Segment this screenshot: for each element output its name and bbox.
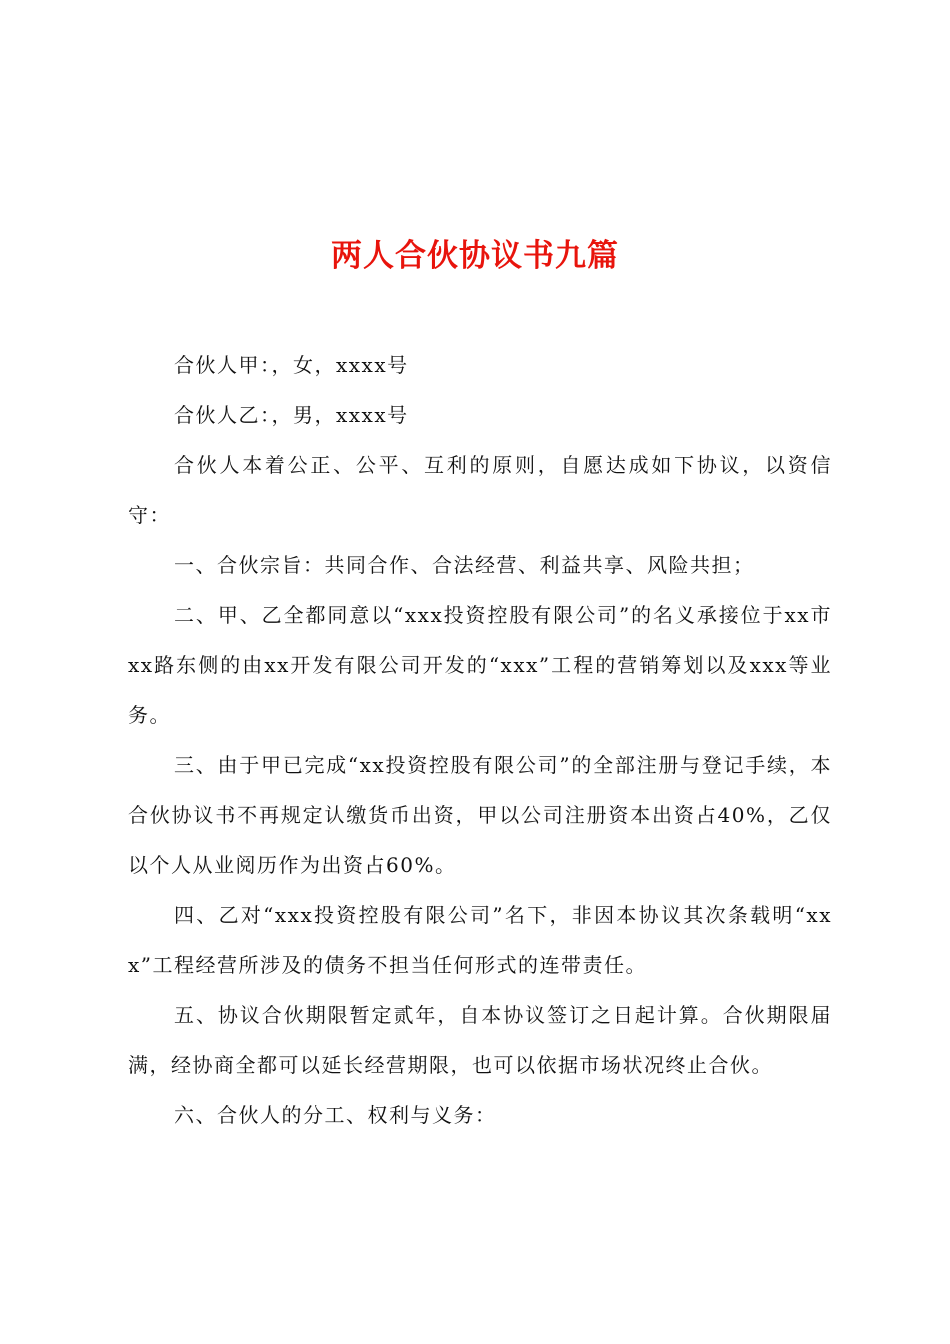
paragraph-clause-2: 二、甲、乙全都同意以“xxx投资控股有限公司”的名义承接位于xx市xx路东侧的由xx开发有限公司开发的“xxx”工程的营销筹划以及xxx等业务。 xyxy=(128,603,832,727)
paragraph-partner-b: 合伙人乙：，男，xxxx号 xyxy=(174,403,409,427)
paragraph-clause-3: 三、由于甲已完成“xx投资控股有限公司”的全部注册与登记手续，本合伙协议书不再规定认缴货币出资，甲以公司注册资本出资占40%，乙仅以个人从业阅历作为出资占60%。 xyxy=(128,753,832,877)
paragraph-preamble: 合伙人本着公正、公平、互利的原则，自愿达成如下协议，以资信守： xyxy=(128,453,832,527)
document-body xyxy=(128,340,832,1140)
document-title: 两人合伙协议书九篇 xyxy=(331,237,619,274)
paragraph-clause-6: 六、合伙人的分工、权利与义务： xyxy=(174,1103,497,1127)
paragraph-partner-a: 合伙人甲：，女，xxxx号 xyxy=(174,353,409,377)
paragraph-clause-5: 五、协议合伙期限暂定贰年，自本协议签订之日起计算。合伙期限届满，经协商全都可以延长经营期限，也可以依据市场状况终止合伙。 xyxy=(128,1003,832,1077)
paragraph-clause-4: 四、乙对“xxx投资控股有限公司”名下，非因本协议其次条载明“xxx”工程经营所涉及的债务不担当任何形式的连带责任。 xyxy=(128,903,832,977)
paragraph-clause-1: 一、合伙宗旨：共同合作、合法经营、利益共享、风险共担； xyxy=(174,553,755,577)
